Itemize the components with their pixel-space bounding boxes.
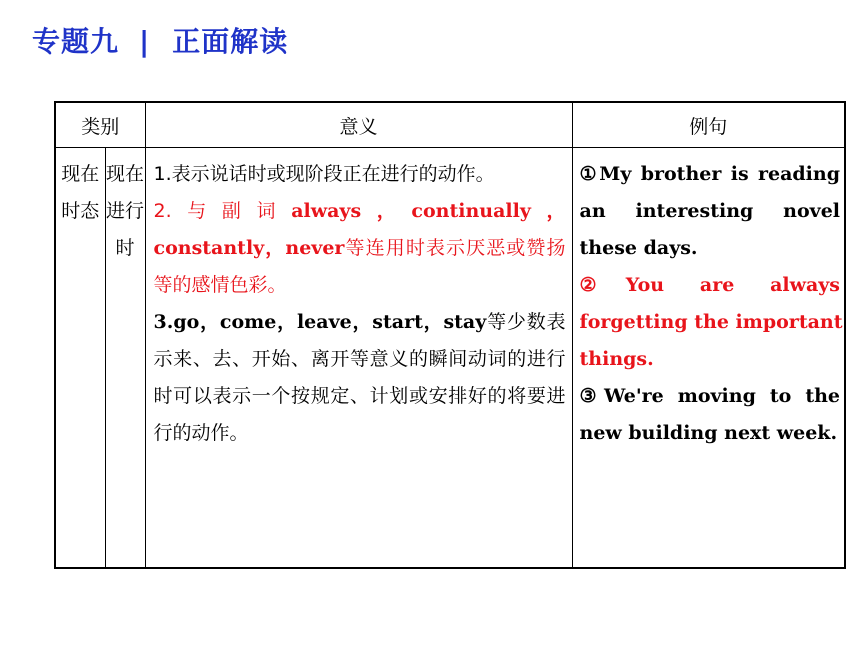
example-text bbox=[573, 148, 845, 452]
title-topic: 专题九 bbox=[32, 25, 120, 58]
example-cell bbox=[572, 148, 845, 569]
page-title bbox=[32, 20, 288, 60]
example-1-line-1: ①My brother is reading bbox=[579, 163, 841, 185]
table-row bbox=[55, 148, 845, 569]
example-1-line-2: an interesting novel bbox=[579, 200, 841, 222]
example-3-line-1: ③We're moving to the bbox=[579, 385, 841, 407]
meaning-cell bbox=[145, 148, 572, 569]
meaning-point-3 bbox=[154, 304, 566, 452]
meaning-point-1: 1.表示说话时或现阶段正在进行的动作。 bbox=[153, 163, 495, 185]
header-example: 例句 bbox=[572, 102, 845, 148]
meaning-point-3-lead: 3. bbox=[153, 311, 174, 333]
category-label: 现在时态 bbox=[61, 163, 100, 222]
example-2-line-1: ②You are always bbox=[579, 274, 841, 296]
example-3-line-2: new building next week. bbox=[579, 422, 838, 444]
meaning-point-3-rest: 等少数表示来、去、开始、离开等意义的瞬间动词的进行时可以表示一个按规定、计划或安排好的将要进行的动作。 bbox=[153, 311, 566, 444]
subcategory-label: 现在进行时 bbox=[106, 163, 145, 259]
title-separator: | bbox=[139, 25, 151, 58]
meaning-point-2-adverbs: always，continually，constantly，never bbox=[153, 200, 566, 259]
subcategory-cell bbox=[105, 148, 145, 569]
header-category: 类别 bbox=[55, 102, 145, 148]
example-2-line-2: forgetting the important bbox=[579, 311, 843, 333]
header-meaning: 意义 bbox=[145, 102, 572, 148]
meaning-point-2-lead: 2.与副词 bbox=[153, 200, 292, 222]
header-row bbox=[55, 102, 845, 148]
example-1-line-3: these days. bbox=[579, 237, 698, 259]
title-subtopic: 正面解读 bbox=[172, 25, 289, 58]
meaning-point-2-rest: 等连用时表示厌恶或赞扬等的感情色彩。 bbox=[153, 237, 566, 296]
category-cell bbox=[55, 148, 105, 569]
meaning-point-3-verbs: go，come，leave，start，stay bbox=[173, 311, 487, 333]
example-2-line-3: things. bbox=[579, 348, 654, 370]
meaning-text bbox=[146, 148, 572, 452]
meaning-point-2 bbox=[154, 193, 566, 304]
grammar-table bbox=[54, 101, 846, 569]
